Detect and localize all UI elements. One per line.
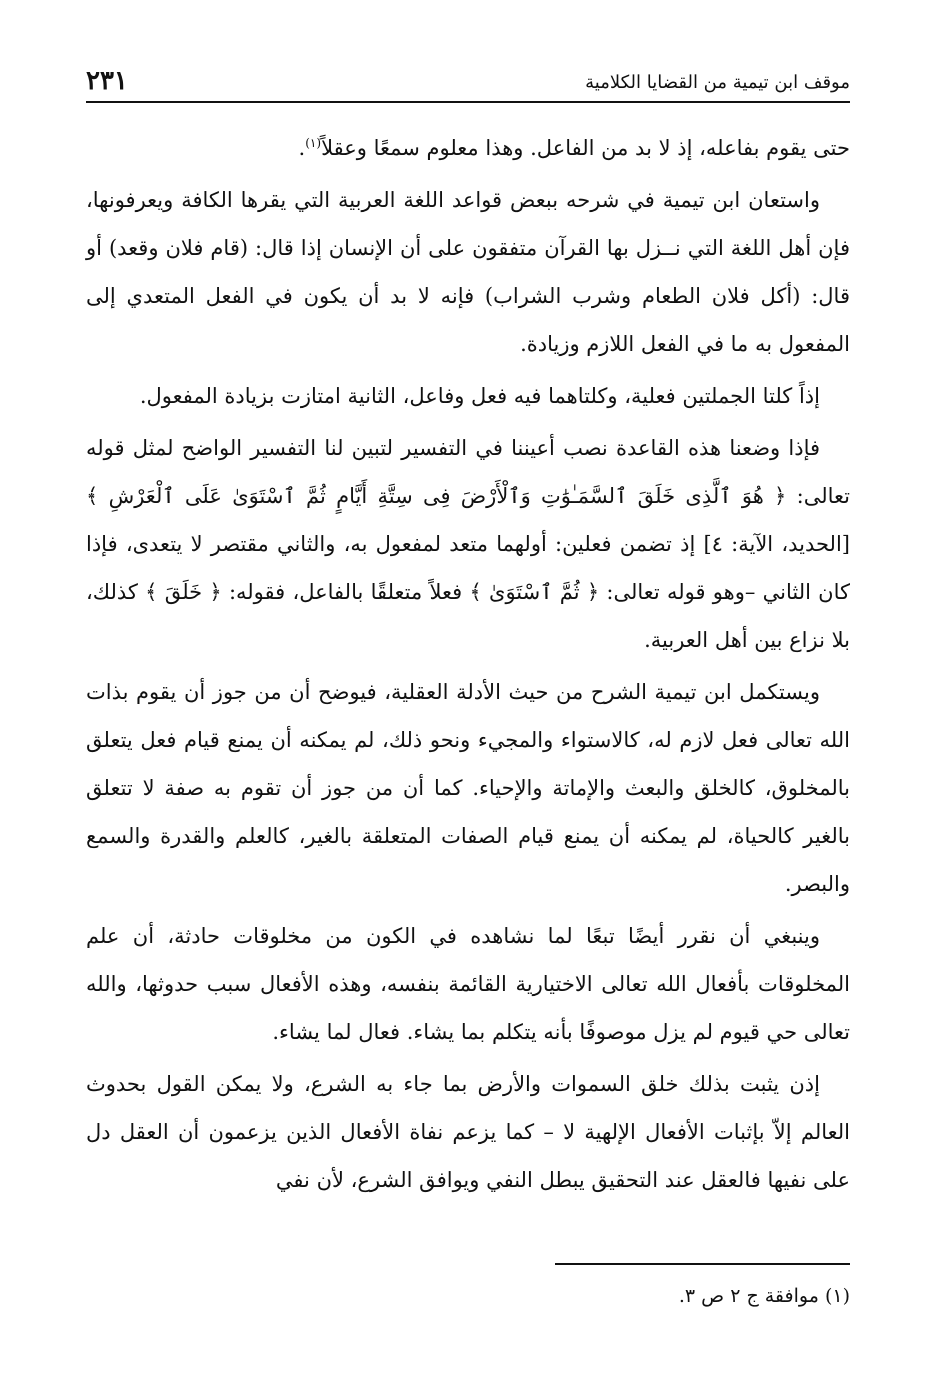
body-text (86, 124, 850, 1208)
footnote-separator (555, 1263, 850, 1265)
footnote-reference: (١) (305, 136, 322, 150)
paragraph-6: وينبغي أن نقرر أيضًا تبعًا لما نشاهده في الكون من مخلوقات حادثة، أن علم المخلوقات بأفعال الله تعالى الاختيارية القائمة بنفسه، وهذه الأفعال سبب حدوثها، والله تعالى حي قيوم لم يزل موصوفًا بأنه يتكلم بما يشاء. فعال لما يشاء. (86, 924, 850, 1044)
paragraph-2: واستعان ابن تيمية في شرحه ببعض قواعد اللغة العربية التي يقرها الكافة ويعرفونها، فإن أهل اللغة التي نــزل بها القرآن متفقون على أن الإنسان إذا قال: (قام فلان وقعد) أو قال: (أكل فلان الطعام وشرب الشراب) فإنه لا بد أن يكون في الفعل المتعدي إلى المفعول به ما في الفعل اللازم وزيادة. (86, 188, 850, 356)
footnote: (١) موافقة ج ٢ ص ٣. (678, 1285, 850, 1307)
running-header (86, 66, 850, 100)
paragraph-5: ويستكمل ابن تيمية الشرح من حيث الأدلة العقلية، فيوضح أن من جوز أن يقوم بذات الله تعالى فعل لازم له، كالاستواء والمجيء ونحو ذلك، لم يمكنه أن يمنع قيام فعل يتعلق بالمخلوق، كالخلق والبعث والإماتة والإحياء. كما أن من جوز أن تقوم به صفة لا تتعلق بالغير كالحياة، لم يمكنه أن يمنع قيام الصفات المتعلقة بالغير، كالعلم والقدرة والسمع والبصر. (86, 680, 850, 896)
paragraph-7: إذن يثبت بذلك خلق السموات والأرض بما جاء به الشرع، ولا يمكن القول بحدوث العالم إلاّ بإثبات الأفعال الإلهية لا – كما يزعم نفاة الأفعال الذين يزعمون أن العقل دل على نفيها فالعقل عند التحقيق يبطل النفي ويوافق الشرع، لأن نفي (86, 1072, 850, 1192)
paragraph-1-text: حتى يقوم بفاعله، إذ لا بد من الفاعل. وهذا معلوم سمعًا وعقلاً (321, 136, 850, 160)
paragraph-1 (86, 124, 850, 172)
running-title: موقف ابن تيمية من القضايا الكلامية (585, 72, 850, 93)
page-number: ٢٣١ (86, 66, 128, 96)
paragraph-1-tail: . (298, 136, 306, 160)
paragraph-3: إذاً كلتا الجملتين فعلية، وكلتاهما فيه فعل وفاعل، الثانية امتازت بزيادة المفعول. (139, 384, 820, 408)
paragraph-4: فإذا وضعنا هذه القاعدة نصب أعيننا في التفسير لتبين لنا التفسير الواضح لمثل قوله تعالى: ﴿ هُوَ ٱلَّذِى خَلَقَ ٱلسَّمَـٰوَٰتِ وَٱلْأَرْضَ فِى سِتَّةِ أَيَّامٍ ثُمَّ ٱسْتَوَىٰ عَلَى ٱلْعَرْشِ ﴾ [الحديد، الآية: ٤] إذ تضمن فعلين: أولهما متعد لمفعول به، والثاني مقتصر لا يتعدى، فإذا كان الثاني –وهو قوله تعالى: ﴿ ثُمَّ ٱسْتَوَىٰ ﴾ فعلاً متعلقًا بالفاعل، فقوله: ﴿ خَلَقَ ﴾ كذلك، بلا نزاع بين أهل العربية. (86, 436, 850, 652)
header-rule (86, 101, 850, 103)
